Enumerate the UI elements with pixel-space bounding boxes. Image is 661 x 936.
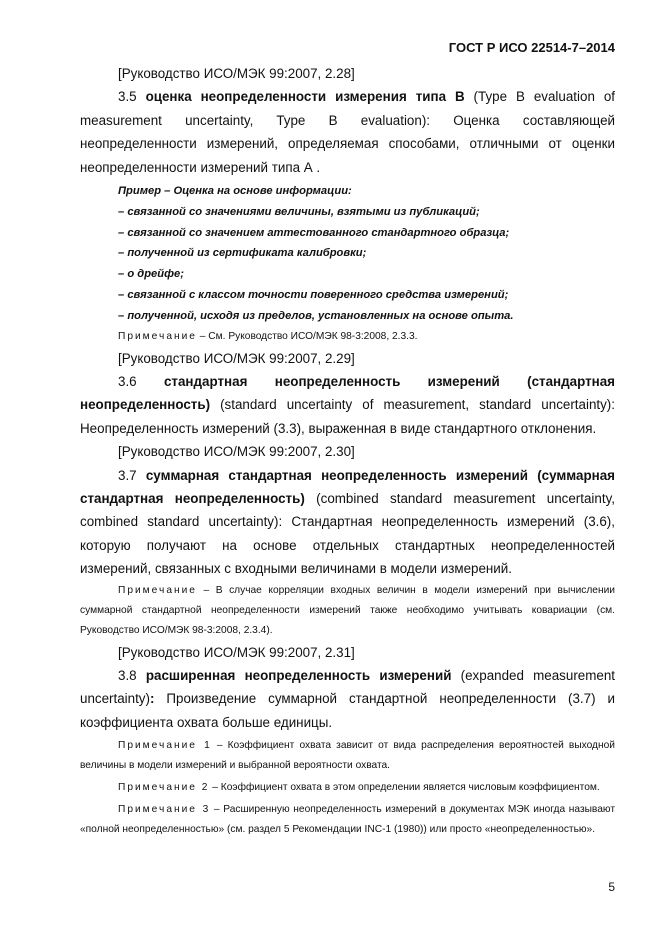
section-3-6: 3.6 стандартная неопределенность измерений (стандартная неопределенность) (standard uncertainty of measurement, standard uncertainty): Неопределенность измерений (3.3), выраженная в виде стандартного отклонения. [80, 374, 615, 436]
standard-header: ГОСТ Р ИСО 22514-7–2014 [448, 40, 615, 55]
example-item: – полученной из сертификата калибровки; [118, 247, 367, 260]
example-item: – связанной с классом точности поверенного средства измерений; [118, 289, 509, 302]
example-item: – связанной со значениями величины, взятыми из публикаций; [118, 205, 480, 218]
example-item: – полученной, исходя из пределов, установленных на основе опыта. [118, 309, 514, 322]
section-3-7: 3.7 суммарная стандартная неопределенность измерений (суммарная стандартная неопределенность) (combined standard measurement uncertainty, combined standard uncertainty): Стандартная неопределенность измерений (3.6), которую получают на основе отдельных стандартных неопределенностей измерений, связанных с входными величинами в модели измерений. [80, 467, 615, 577]
page-number: 5 [608, 880, 615, 894]
reference-2-28: [Руководство ИСО/МЭК 99:2007, 2.28] [118, 66, 355, 81]
example-item: – связанной со значением аттестованного стандартного образца; [118, 226, 510, 239]
note-3-8-2: Примечание 2 – Коэффициент охвата в этом определении является числовым коэффициентом. [118, 782, 600, 794]
example-title: Пример – Оценка на основе информации: [118, 185, 352, 198]
note-3-7: Примечание – В случае корреляции входных величин в модели измерений при вычислении суммарной стандартной неопределенности измерений также необходимо учитывать ковариации (см. Руководство ИСО/МЭК 98-3:2008, 2.3.4). [80, 584, 615, 636]
section-3-8: 3.8 расширенная неопределенность измерений (expanded measurement uncertainty): Произведение суммарной стандартной неопределенности (3.7) и коэффициента охвата больше единицы. [80, 668, 615, 730]
note-3-8-1: Примечание 1 – Коэффициент охвата зависит от вида распределения вероятностей выходной величины в модели измерений и выбранной вероятности охвата. [80, 740, 615, 772]
term-3-8: расширенная неопределенность измерений [145, 668, 452, 684]
section-3-5: 3.5 оценка неопределенности измерения типа В (Type B evaluation of measurement uncertainty, Type B evaluation): Оценка составляющей неопределенности измерений, определяемая способами, отличными от оценки неопределенности измерений типа А . [80, 89, 615, 175]
reference-2-29: [Руководство ИСО/МЭК 99:2007, 2.29] [118, 350, 355, 366]
term-3-7: суммарная стандартная неопределенность измерений (суммарная стандартная неопределенность) [80, 467, 615, 507]
note-3-5: Примечание – См. Руководство ИСО/МЭК 98-3:2008, 2.3.3. [118, 330, 418, 342]
term-3-6: стандартная неопределенность измерений (стандартная неопределенность) [80, 374, 615, 413]
document-body [80, 62, 615, 840]
document-page [80, 0, 615, 936]
term-3-5: оценка неопределенности измерения типа В [145, 89, 465, 105]
reference-2-31: [Руководство ИСО/МЭК 99:2007, 2.31] [118, 644, 355, 660]
reference-2-30: [Руководство ИСО/МЭК 99:2007, 2.30] [118, 444, 355, 460]
example-item: – о дрейфе; [118, 268, 184, 281]
note-3-8-3: Примечание 3 – Расширенную неопределенность измерений в документах МЭК иногда называют «полной неопределенностью» (см. раздел 5 Рекомендации INC-1 (1980)) или просто «неопределенностью». [80, 804, 615, 836]
